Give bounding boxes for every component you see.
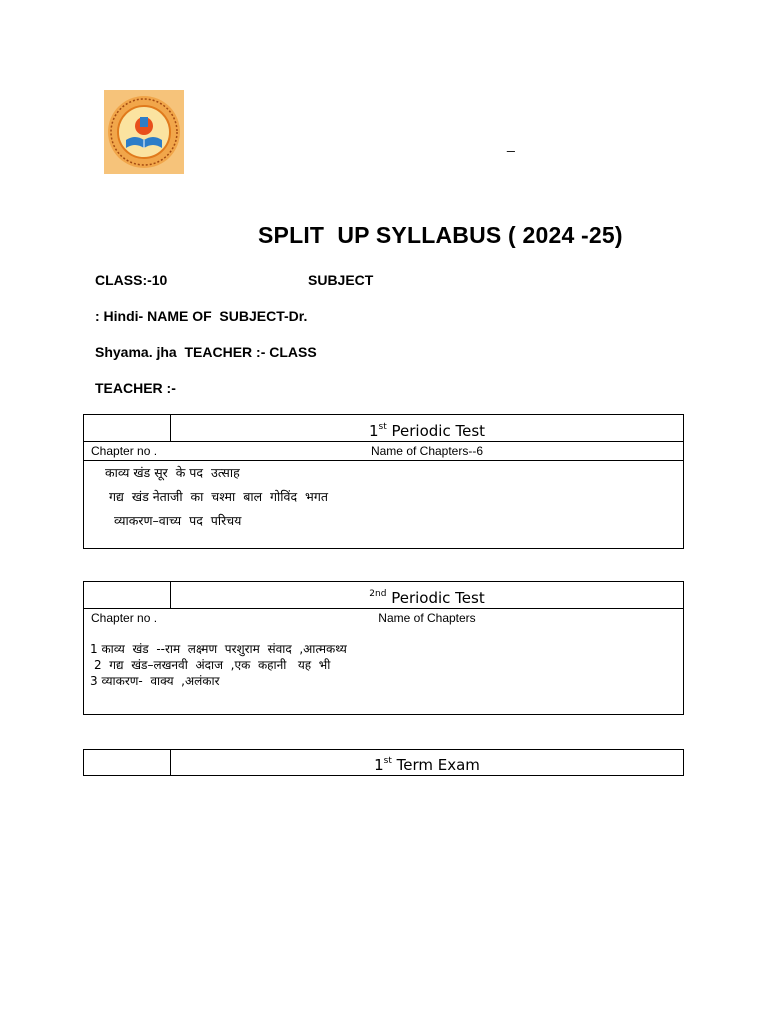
header-empty-cell <box>84 750 171 775</box>
periodic-test-2-table <box>83 581 684 715</box>
syllabus-line: 3 व्याकरण- वाक्य ,अलंकार <box>90 674 220 688</box>
table-header-row <box>84 582 683 609</box>
section-heading: 1st Periodic Test <box>368 422 486 440</box>
chapter-names-label: Name of Chapters <box>378 611 476 625</box>
chapter-names-label: Name of Chapters--6 <box>370 444 484 458</box>
page-title: SPLIT UP SYLLABUS ( 2024 -25) <box>258 222 623 248</box>
subject-name-line: : Hindi- NAME OF SUBJECT-Dr. <box>95 308 308 324</box>
chapter-no-label: Chapter no . <box>91 444 158 458</box>
section-heading: 1st Term Exam <box>374 756 480 774</box>
syllabus-line: काव्य खंड सूर के पद उत्साह <box>105 465 240 480</box>
header-empty-cell <box>84 582 171 608</box>
syllabus-line: व्याकरण–वाच्य पद परिचय <box>114 513 242 528</box>
subject-label: SUBJECT <box>308 272 374 288</box>
school-emblem-icon <box>104 90 184 174</box>
chapter-no-label: Chapter no . <box>91 611 158 625</box>
syllabus-line: 1 काव्य खंड --राम लक्ष्मण परशुराम संवाद ,आत्मकथ्य <box>90 642 347 656</box>
syllabus-line: गद्य खंड नेताजी का चश्मा बाल गोविंद भगत <box>109 489 328 504</box>
periodic-test-1-table <box>83 414 684 549</box>
table-header-row <box>84 415 683 442</box>
class-teacher-line: TEACHER :- <box>95 380 176 396</box>
section-heading: $^{2nd}$ Periodic Test <box>369 589 485 607</box>
term-exam-table <box>83 749 684 776</box>
table-header-row <box>84 750 683 775</box>
header-empty-cell <box>84 415 171 441</box>
dash-mark: _ <box>507 136 515 152</box>
syllabus-line: 2 गद्य खंड–लखनवी अंदाज ,एक कहानी यह भी <box>94 658 331 672</box>
school-logo <box>104 90 184 174</box>
teacher-line: Shyama. jha TEACHER :- CLASS <box>95 344 317 360</box>
column-header-row <box>84 609 683 627</box>
column-header-row <box>84 442 683 461</box>
class-label: CLASS:-10 <box>95 272 168 288</box>
